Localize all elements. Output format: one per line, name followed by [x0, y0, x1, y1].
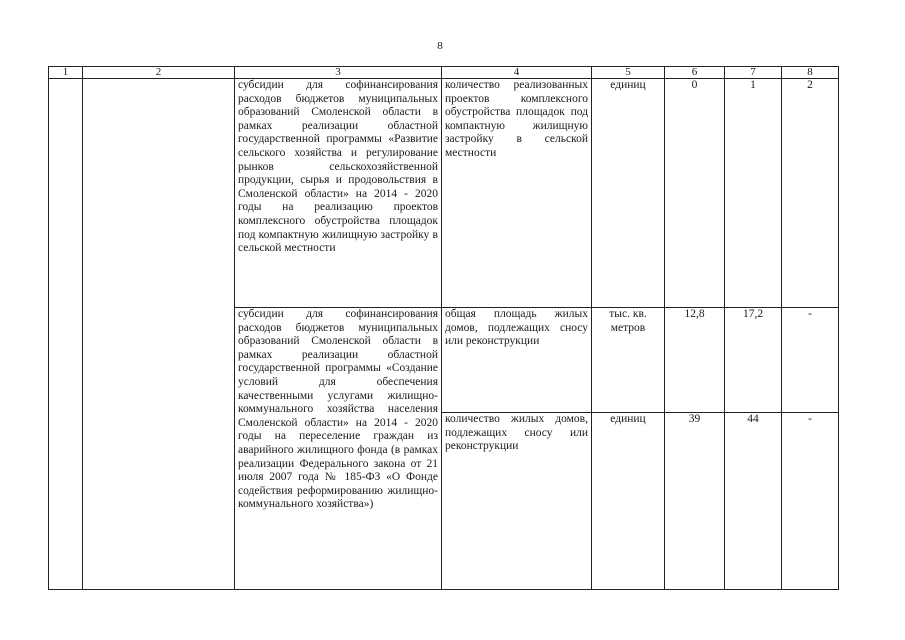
page-number: 8	[437, 40, 443, 52]
value-cell: 2	[782, 79, 839, 308]
empty-cell-col1	[49, 79, 83, 590]
header-cell: 2	[83, 67, 235, 79]
unit-cell: единиц	[592, 79, 665, 308]
value-cell: 1	[725, 79, 782, 308]
header-cell: 4	[442, 67, 592, 79]
indicator-name: общая площадь жилых домов, подлежащих сносу или реконструкции	[442, 308, 592, 413]
value-cell: 44	[725, 413, 782, 590]
empty-cell-col2	[83, 79, 235, 590]
header-cell: 1	[49, 67, 83, 79]
table-row	[49, 79, 839, 308]
value-cell: 0	[665, 79, 725, 308]
header-cell: 7	[725, 67, 782, 79]
unit-cell: тыс. кв. метров	[592, 308, 665, 413]
indicator-name: количество реализованных проектов комплексного обустройства площадок под компактную жилищную застройку в сельской местности	[442, 79, 592, 308]
value-cell: -	[782, 413, 839, 590]
subsidy-description: субсидии для софинансирования расходов бюджетов муниципальных образований Смоленской области в рамках реализации областной государственной программы «Создание условий для обеспечения качественными услугами жилищно-коммунального хозяйства населения Смоленской области» на 2014 - 2020 годы на переселение граждан из аварийного жилищного фонда (в рамках реализации Федерального закона от 21 июля 2007 года № 185-ФЗ «О Фонде содействия реформированию жилищно-коммунального хозяйства»)	[235, 308, 442, 590]
value-cell: 12,8	[665, 308, 725, 413]
header-cell: 3	[235, 67, 442, 79]
header-cell: 5	[592, 67, 665, 79]
value-cell: 17,2	[725, 308, 782, 413]
indicators-table	[48, 66, 839, 590]
table-header-row	[49, 67, 839, 79]
value-cell: 39	[665, 413, 725, 590]
unit-cell: единиц	[592, 413, 665, 590]
header-cell: 6	[665, 67, 725, 79]
indicator-name: количество жилых домов, подлежащих сносу или реконструкции	[442, 413, 592, 590]
value-cell: -	[782, 308, 839, 413]
subsidy-description: субсидии для софинансирования расходов бюджетов муниципальных образований Смоленской области в рамках реализации областной государственной программы «Развитие сельского хозяйства и регулирование рынков сельскохозяйственной продукции, сырья и продовольствия в Смоленской области» на 2014 - 2020 годы на реализацию проектов комплексного обустройства площадок под компактную жилищную застройку в сельской местности	[235, 79, 442, 308]
header-cell: 8	[782, 67, 839, 79]
